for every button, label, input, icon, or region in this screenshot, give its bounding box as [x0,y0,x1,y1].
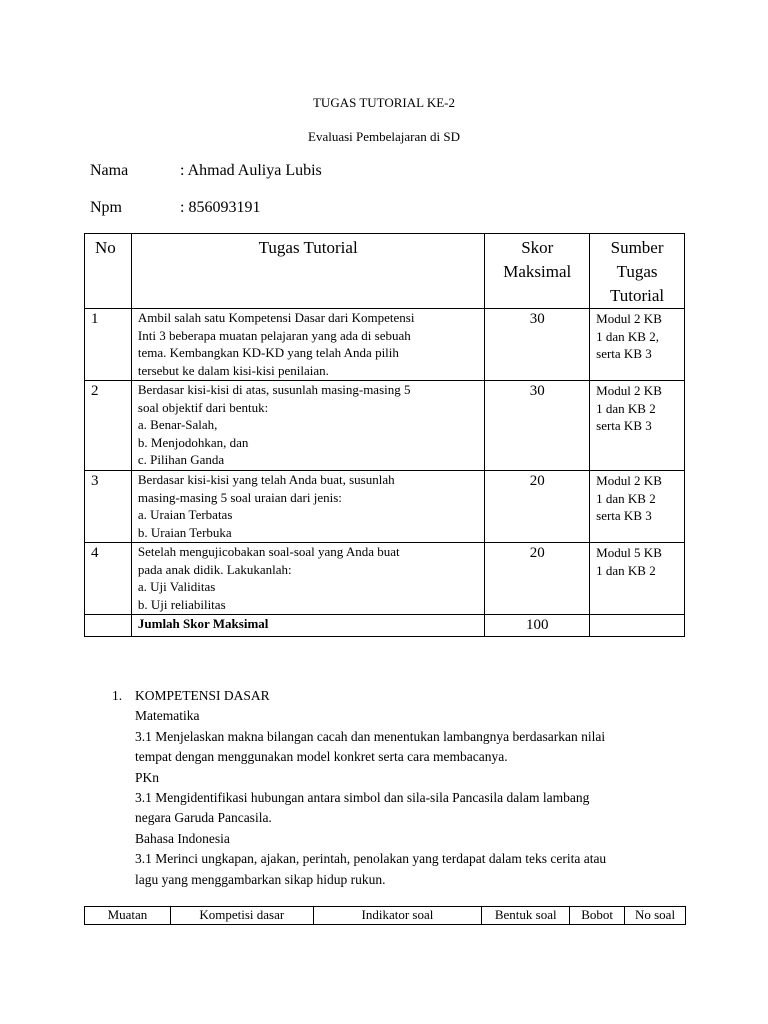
row-source [590,309,685,381]
task-line: masing-masing 5 soal uraian dari jenis: [137,489,342,505]
row-task [131,309,485,381]
list-number: 1. [112,688,123,703]
header-bentuk-soal: Bentuk soal [482,907,570,925]
total-score: 100 [485,615,590,637]
npm-value: : 856093191 [180,199,261,216]
header-task: Tugas Tutorial [131,234,485,309]
kd-line: tempat dengan menggunakan model konkret serta cara membacanya. [135,749,508,765]
header-no: No [85,234,132,309]
source-line: serta KB 3 [596,418,652,433]
header-source-line: Tugas [616,262,658,281]
header-score [485,234,590,309]
source-line: Modul 2 KB [596,383,662,398]
task-line: Setelah mengujicobakan soal-soal yang Anda buat [137,544,400,559]
row-task [131,381,485,471]
header-source [590,234,685,309]
table-row [85,543,685,615]
task-line: Inti 3 beberapa muatan pelajaran yang ada di sebuah [137,327,411,343]
task-line: pada anak didik. Lakukanlah: [137,561,292,577]
task-line: b. Uji reliabilitas [137,596,226,612]
header-muatan: Muatan [85,907,171,925]
header-source-line: Sumber [610,238,664,257]
task-line: Berdasar kisi-kisi di atas, susunlah masing-masing 5 [137,382,411,397]
kd-line: Bahasa Indonesia [135,830,230,846]
document-subtitle: Evaluasi Pembelajaran di SD [308,129,460,144]
npm-label: Npm [90,199,122,216]
source-line: Modul 2 KB [596,311,662,326]
task-line: Ambil salah satu Kompetensi Dasar dari Kompetensi [137,310,415,325]
row-score: 20 [485,543,590,615]
task-table-header [85,234,685,309]
header-source-line: Tutorial [609,286,665,305]
table-row [85,471,685,543]
row-task [131,471,485,543]
name-value: : Ahmad Auliya Lubis [180,162,322,179]
kd-body [135,686,692,890]
student-name-row [90,162,322,180]
student-npm-row [90,199,260,217]
kd-line: lagu yang menggambarkan sikap hidup rukun. [135,871,386,887]
header-no-soal: No soal [625,907,686,925]
row-score: 20 [485,471,590,543]
row-source [590,543,685,615]
task-line: b. Menjodohkan, dan [137,434,249,450]
kd-line: PKn [135,769,160,785]
task-line: tersebut ke dalam kisi-kisi penilaian. [137,362,329,378]
task-line: a. Uraian Terbatas [137,507,233,522]
header-indikator-soal: Indikator soal [313,907,482,925]
kd-line: 3.1 Merinci ungkapan, ajakan, perintah, penolakan yang terdapat dalam teks cerita atau [135,851,607,867]
source-line: serta KB 3 [596,508,652,523]
row-source [590,471,685,543]
task-line: c. Pilihan Ganda [137,452,225,467]
source-line: serta KB 3 [596,346,652,361]
row-score: 30 [485,381,590,471]
kompetensi-dasar-section [112,686,692,890]
task-line: tema. Kembangkan KD-KD yang telah Anda pilih [137,345,399,360]
header-score-line: Maksimal [503,262,572,281]
total-source-cell [590,615,685,637]
kd-line: negara Garuda Pancasila. [135,810,272,826]
row-no: 4 [85,543,132,615]
header-kompetisi-dasar: Kompetisi dasar [170,907,313,925]
total-label: Jumlah Skor Maksimal [131,615,485,637]
table-row [85,381,685,471]
total-row [85,615,685,637]
kd-line: 3.1 Menjelaskan makna bilangan cacah dan menentukan lambangnya berdasarkan nilai [135,728,606,744]
source-line: 1 dan KB 2, [596,328,659,344]
task-line: Berdasar kisi-kisi yang telah Anda buat, susunlah [137,472,395,487]
kd-line: 3.1 Mengidentifikasi hubungan antara simbol dan sila-sila Pancasila dalam lambang [135,790,590,806]
document-title: TUGAS TUTORIAL KE-2 [312,95,456,110]
indicator-table [84,906,686,925]
source-line: Modul 2 KB [596,473,662,488]
task-table [84,233,685,637]
source-line: 1 dan KB 2 [596,562,656,578]
row-score: 30 [485,309,590,381]
task-line: b. Uraian Terbuka [137,524,232,540]
indicator-table-header [85,907,686,925]
row-task [131,543,485,615]
row-no: 2 [85,381,132,471]
task-line: a. Uji Validitas [137,579,216,594]
header-bobot: Bobot [570,907,625,925]
name-label: Nama [90,162,129,179]
total-no-cell [85,615,132,637]
task-line: a. Benar-Salah, [137,417,218,432]
source-line: Modul 5 KB [596,545,662,560]
source-line: 1 dan KB 2 [596,400,656,416]
table-row [85,309,685,381]
source-line: 1 dan KB 2 [596,490,656,506]
row-no: 1 [85,309,132,381]
kd-line: Matematika [135,708,200,724]
row-no: 3 [85,471,132,543]
kd-heading: KOMPETENSI DASAR [135,688,270,703]
task-line: soal objektif dari bentuk: [137,399,269,415]
header-score-line: Skor [521,238,554,257]
row-source [590,381,685,471]
